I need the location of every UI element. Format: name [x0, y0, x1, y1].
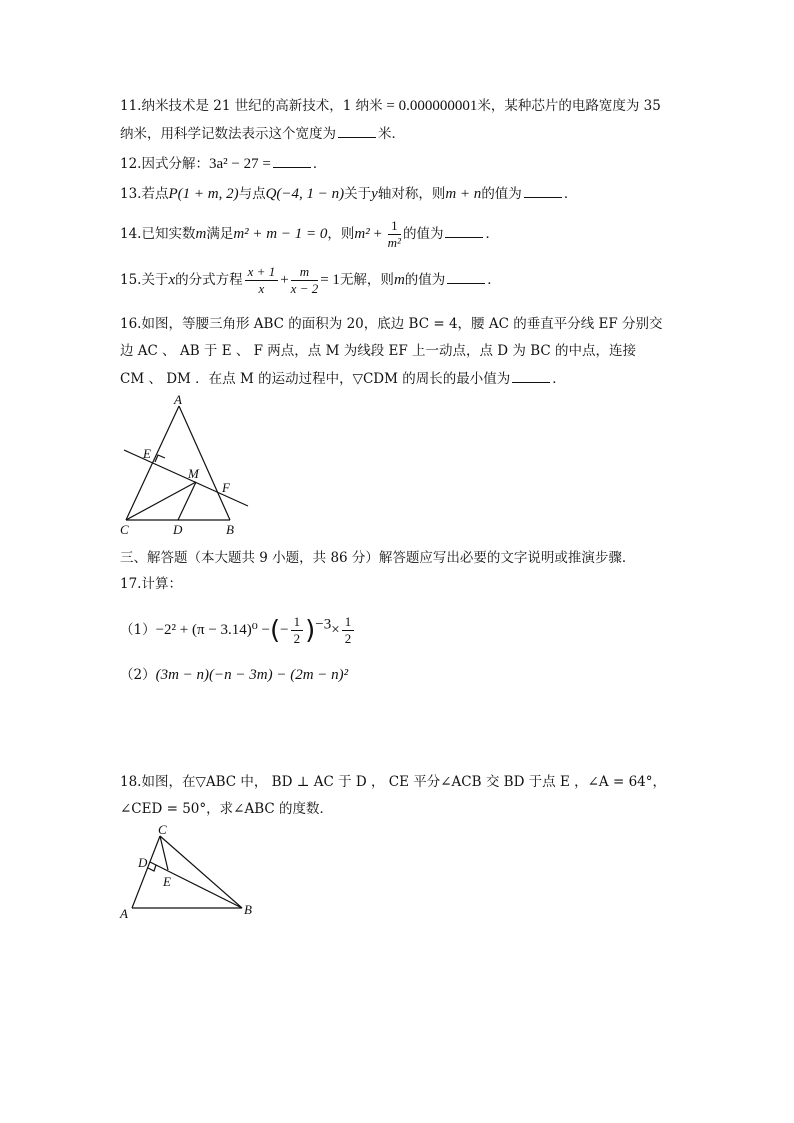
triangle-diagram-16 [112, 392, 262, 538]
exponent: −3 [315, 616, 332, 633]
p2-expression: (3m − n)(−n − 3m) − (2m − n)² [155, 667, 349, 683]
q14-text-c: ，则 [327, 226, 355, 242]
q14-text-a: 14.已知实数 [120, 226, 196, 242]
question-11: 11.纳米技术是 21 世纪的高新技术，1 纳米 = 0.000000001米，某种芯片的电路宽度为 35 [120, 98, 661, 114]
fraction: $\frac{1}{\text{m²}}$ [387, 218, 401, 250]
question-18-line2: ∠CED = 50°，求∠ABC 的度数． [120, 801, 333, 817]
question-18-line1: 18.如图，在▽ABC 中， BD ⊥ AC 于 D ， CE 平分∠ACB 交 BD 于点 E ，∠A = 64°， [120, 774, 666, 790]
q13-text-c: 关于 [344, 186, 372, 202]
point-q: Q(−4, 1 − n) [265, 186, 345, 202]
q15-text-b: 的分式方程 [175, 272, 243, 288]
segment-dm [178, 482, 196, 520]
label-b: B [226, 522, 234, 537]
segment-ce [160, 836, 168, 870]
question-11-line2 [120, 123, 405, 144]
label-b: B [244, 902, 252, 917]
label-d: D [173, 522, 183, 537]
label-f: F [222, 480, 230, 495]
q13-text-a: 13.若点 [120, 186, 169, 202]
label-e: E [163, 874, 171, 889]
label-a: A [174, 392, 182, 407]
answer-blank[interactable] [273, 153, 311, 168]
question-16-line3: CM 、 DM ．在点 M 的运动过程中，▽CDM 的周长的最小值为 ． [120, 368, 566, 389]
q14-equation: m² + m − 1 = 0 [233, 226, 328, 242]
q11-text-line2: 纳米，用科学记数法表示这个宽度为 [120, 126, 336, 142]
label-d: D [138, 855, 148, 870]
q16-text-line3: CM 、 DM ．在点 M 的运动过程中，▽CDM 的周长的最小值为 [120, 371, 511, 387]
side-ca [132, 836, 160, 908]
segment-cm [126, 482, 196, 520]
axis-var: y [371, 186, 378, 202]
answer-blank[interactable] [512, 368, 550, 383]
question-17-part1: （1）−2² + (π − 3.14)⁰ −(− $\frac{1}{2}$ )$^{-3}$× $\frac{1}{2}$ [120, 612, 356, 648]
question-13: 13.若点P(1 + m, 2)与点Q(−4, 1 − n)关于y轴对称，则m + n的值为 ． [120, 183, 577, 204]
q14-text-d: 的值为 [402, 226, 444, 242]
q11-text-c: 米，某种芯片的电路宽度为 35 [477, 98, 661, 114]
q13-text-e: 的值为 [481, 186, 522, 202]
side-cb [160, 836, 242, 908]
fraction: $\frac{1}{2}$ [342, 614, 355, 647]
answer-blank[interactable] [524, 183, 562, 198]
fraction: $\frac{m}{x - 2}$ [290, 264, 319, 296]
label-e: E [143, 446, 151, 461]
q14-text-b: 满足 [206, 226, 234, 242]
p1-expression: −2² + (π − 3.14)⁰ − [155, 622, 271, 638]
fraction: $\frac{1}{2}$ [291, 614, 304, 647]
answer-blank[interactable] [338, 123, 376, 138]
triangle-diagram-18 [112, 822, 272, 922]
part-label: （2） [120, 667, 156, 683]
q12-expression: 3a² − 27 = [208, 156, 271, 172]
question-17-title: 17.计算： [120, 576, 182, 592]
question-12: 12.因式分解：3a² − 27 = ． [120, 153, 326, 174]
answer-blank[interactable] [447, 269, 485, 284]
sum-expression: m + n [445, 186, 482, 202]
right-angle-mark [155, 455, 165, 462]
right-angle-mark [148, 865, 156, 871]
q13-text-d: 轴对称，则 [377, 186, 446, 202]
label-c: C [120, 522, 129, 537]
var-x: x [168, 272, 176, 288]
q13-text-b: 与点 [238, 186, 266, 202]
part-label: （1） [120, 622, 156, 638]
question-16-line1: 16.如图，等腰三角形 ABC 的面积为 20，底边 BC = 4，腰 AC 的垂直平分线 EF 分别交 [120, 316, 663, 332]
label-m: M [188, 466, 199, 481]
var-m: m [195, 226, 207, 242]
section-heading: 三、解答题（本大题共 9 小题，共 86 分）解答题应写出必要的文字说明或推演步骤． [120, 550, 636, 566]
q11-text-a: 11.纳米技术是 21 世纪的高新技术，1 纳米 [120, 98, 383, 114]
q11-unit: 米． [378, 126, 405, 142]
q12-label: 12.因式分解： [120, 156, 209, 172]
q15-rhs: = 1 [320, 272, 340, 288]
fraction: $\frac{x + 1}{x}$ [245, 264, 279, 297]
q11-number: 0.000000001 [398, 98, 478, 114]
q15-text-a: 15.关于 [120, 272, 169, 288]
question-16-line2: 边 AC 、 AB 于 E 、 F 两点，点 M 为线段 EF 上一动点，点 D 为 BC 的中点，连接 [120, 343, 636, 359]
var-m: m [393, 272, 405, 288]
point-p: P(1 + m, 2) [168, 186, 239, 202]
question-15: 15.关于x的分式方程 $\frac{x + 1}{x}$ + $\frac{m}{x - 2}$ = 1无解，则m的值为 ． [120, 264, 501, 296]
question-14: 14.已知实数m满足m² + m − 1 = 0，则m² + $\frac{1}{\text{m²}}$ 的值为 ． [120, 218, 499, 250]
label-a: A [120, 906, 128, 921]
question-17-part2 [120, 665, 348, 685]
q15-text-d: 的值为 [404, 272, 446, 288]
q15-text-c: 无解，则 [339, 272, 394, 288]
label-c: C [158, 822, 167, 837]
answer-blank[interactable] [445, 223, 483, 238]
